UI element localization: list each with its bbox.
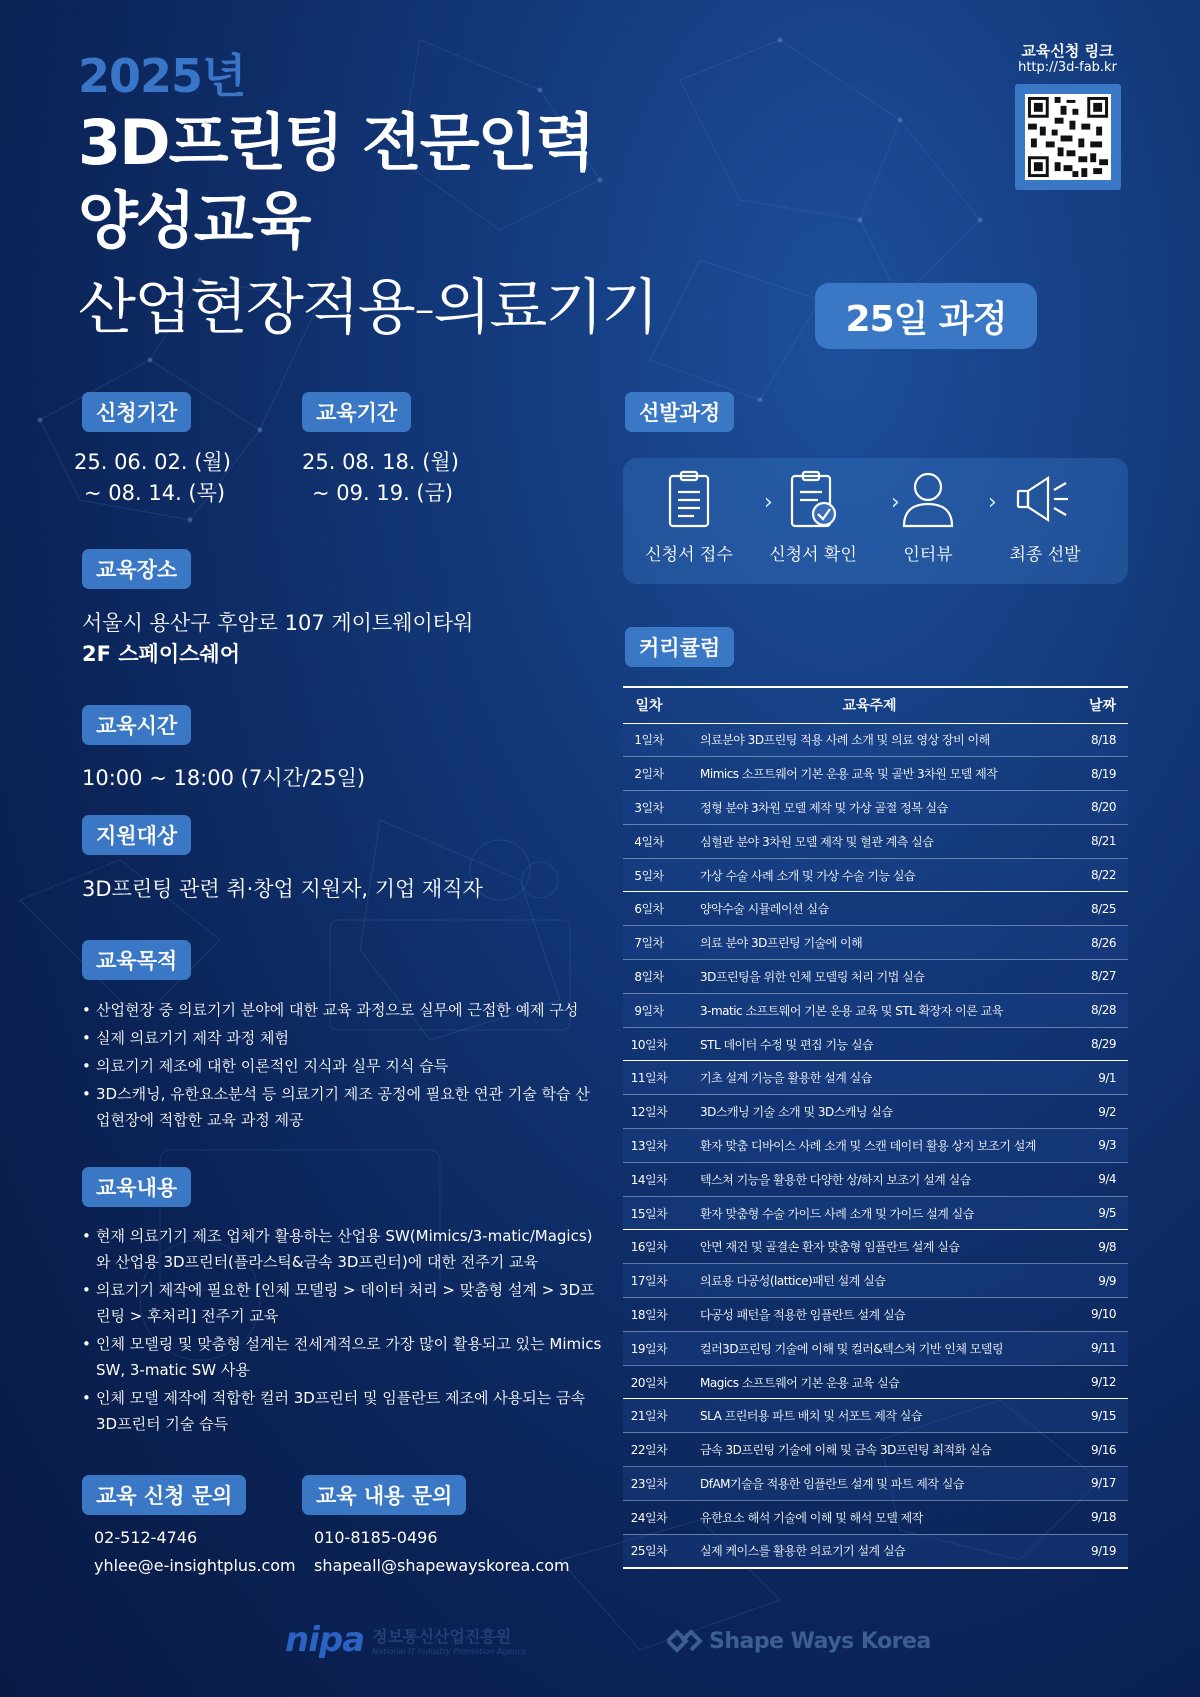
- curriculum-row: 11일차 기초 설계 기능을 활용한 설계 실습 9/1: [623, 1061, 1128, 1095]
- content-item: • 인체 모델링 및 맞춤형 설계는 전세계적으로 가장 많이 활용되고 있는 Mimics SW, 3-matic SW 사용: [82, 1331, 602, 1383]
- contact-apply-label: 교육 신청 문의: [82, 1475, 246, 1515]
- curriculum-row: 25일차 실제 케이스를 활용한 의료기기 설계 실습 9/19: [623, 1534, 1128, 1568]
- contact-apply-email[interactable]: yhlee@e-insightplus.com: [94, 1556, 296, 1575]
- curriculum-row: 5일차 가상 수술 사례 소개 및 가상 수술 기능 실습 8/22: [623, 858, 1128, 892]
- apply-period-label: 신청기간: [82, 392, 191, 432]
- curriculum-row: 23일차 DfAM기술을 적용한 임플란트 설계 및 파트 제작 실습 9/17: [623, 1467, 1128, 1501]
- curriculum-row: 22일차 금속 3D프린팅 기술에 이해 및 금속 3D프린팅 최적화 실습 9/16: [623, 1433, 1128, 1467]
- nipa-logo-text: [372, 1624, 526, 1656]
- purpose-list: [82, 997, 602, 1135]
- qr-code-icon: [1025, 94, 1111, 180]
- edu-period-start: 25. 08. 18. (월): [302, 450, 459, 474]
- content-list: [82, 1223, 602, 1439]
- qr-url[interactable]: http://3d-fab.kr: [1018, 60, 1117, 75]
- shapeways-logo-icon: [665, 1628, 703, 1654]
- curriculum-row: 17일차 의료용 다공성(lattice)패턴 설계 실습 9/9: [623, 1264, 1128, 1298]
- shapeways-logo: [665, 1628, 931, 1654]
- curriculum-row: 10일차 STL 데이터 수정 및 편집 기능 실습 8/29: [623, 1027, 1128, 1061]
- header-topic: 교육주제: [675, 687, 1064, 723]
- curriculum-row: 2일차 Mimics 소프트웨어 기본 운용 교육 및 골반 3차원 모델 제작 8/19: [623, 757, 1128, 791]
- selection-step-label: 인터뷰: [903, 545, 953, 565]
- header-date: 날짜: [1064, 687, 1128, 723]
- curriculum-row: 3일차 정형 분야 3차원 모델 제작 및 가상 골절 정복 실습 8/20: [623, 791, 1128, 825]
- curriculum-row: 9일차 3-matic 소프트웨어 기본 운용 교육 및 STL 확장자 이론 교육 8/28: [623, 993, 1128, 1027]
- hours-value: 10:00 ~ 18:00 (7시간/25일): [82, 766, 366, 790]
- curriculum-row: 13일차 환자 맞춤 디바이스 사례 소개 및 스캔 데이터 활용 상지 보조기 설계 9/3: [623, 1129, 1128, 1163]
- contact-content-label: 교육 내용 문의: [302, 1475, 466, 1515]
- selection-step: [753, 470, 873, 565]
- curriculum-row: 4일차 심혈관 분야 3차원 모델 제작 및 혈관 계측 실습 8/21: [623, 824, 1128, 858]
- shapeways-name: Shape Ways Korea: [709, 1628, 931, 1654]
- chevron-right-icon: ›: [764, 490, 773, 515]
- selection-step-label: 신청서 확인: [769, 545, 857, 565]
- curriculum-row: 20일차 Magics 소프트웨어 기본 운용 교육 실습 9/12: [623, 1365, 1128, 1399]
- selection-step-label: 최종 선발: [1009, 545, 1081, 565]
- contact-apply-phone[interactable]: 02-512-4746: [94, 1528, 198, 1547]
- nipa-logo-mark: nipa: [285, 1620, 365, 1660]
- content-label: 교육내용: [82, 1167, 191, 1207]
- contact-content-phone[interactable]: 010-8185-0496: [314, 1528, 438, 1547]
- hours-label: 교육시간: [82, 705, 191, 745]
- selection-step: [985, 470, 1105, 565]
- selection-steps: [623, 458, 1128, 584]
- course-length-badge: 25일 과정: [815, 283, 1037, 349]
- curriculum-row: 12일차 3D스캐닝 기술 소개 및 3D스캐닝 실습 9/2: [623, 1095, 1128, 1129]
- target-value: 3D프린팅 관련 취·창업 지원자, 기업 재직자: [82, 877, 483, 901]
- person-icon: [900, 470, 956, 528]
- curriculum-table: [623, 686, 1128, 1569]
- chevron-right-icon: ›: [988, 490, 997, 515]
- purpose-item: • 실제 의료기기 제작 과정 체험: [82, 1025, 602, 1051]
- curriculum-header-row: [623, 687, 1128, 723]
- venue-floor: 2F 스페이스쉐어: [82, 642, 240, 666]
- selection-step: [629, 470, 749, 565]
- purpose-item: • 3D스캐닝, 유한요소분석 등 의료기기 제조 공정에 필요한 연관 기술 학습 산업현장에 적합한 교육 과정 제공: [82, 1081, 602, 1133]
- apply-period-start: 25. 06. 02. (월): [74, 450, 231, 474]
- qr-code[interactable]: [1015, 84, 1121, 190]
- main-title-line1: 3D프린팅 전문인력: [78, 106, 594, 179]
- chevron-right-icon: ›: [891, 490, 900, 515]
- edu-period-end: ~ 09. 19. (금): [312, 481, 454, 505]
- qr-label: 교육신청 링크: [1021, 42, 1114, 60]
- subtitle: 산업현장적용-의료기기: [78, 273, 658, 343]
- curriculum-row: 16일차 안면 재건 및 골결손 환자 맞춤형 임플란트 설계 실습 9/8: [623, 1230, 1128, 1264]
- curriculum-row: 19일차 컬러3D프린팅 기술에 이해 및 컬러&텍스쳐 기반 인체 모델링 9/11: [623, 1331, 1128, 1365]
- clipboard-icon: [666, 470, 712, 528]
- header-day: 일차: [623, 687, 675, 723]
- edu-period-label: 교육기간: [302, 392, 411, 432]
- nipa-logo: [285, 1620, 527, 1660]
- nipa-name: 정보통신산업진흥원: [372, 1627, 512, 1646]
- curriculum-row: 24일차 유한요소 해석 기술에 이해 및 해석 모델 제작 9/18: [623, 1500, 1128, 1534]
- apply-period-end: ~ 08. 14. (목): [84, 481, 226, 505]
- purpose-item: • 의료기기 제조에 대한 이론적인 지식과 실무 지식 습득: [82, 1053, 602, 1079]
- curriculum-row: 15일차 환자 맞춤형 수술 가이드 사례 소개 및 가이드 설계 실습 9/5: [623, 1196, 1128, 1230]
- clipboard-check-icon: [788, 470, 838, 528]
- selection-label: 선발과정: [625, 392, 734, 432]
- content-item: • 의료기기 제작에 필요한 [인체 모델링 > 데이터 처리 > 맞춤형 설계 > 3D프린팅 > 후처리] 전주기 교육: [82, 1277, 602, 1329]
- megaphone-icon: [1014, 470, 1076, 528]
- curriculum-row: 21일차 SLA 프린터용 파트 배치 및 서포트 제작 실습 9/15: [623, 1399, 1128, 1433]
- target-label: 지원대상: [82, 815, 191, 855]
- main-title-line2: 양성교육: [78, 184, 310, 257]
- venue-address: 서울시 용산구 후암로 107 게이트웨이타워: [82, 611, 474, 635]
- selection-step-label: 신청서 접수: [645, 545, 733, 565]
- selection-step: [868, 470, 988, 565]
- purpose-item: • 산업현장 중 의료기기 분야에 대한 교육 과정으로 실무에 근접한 예제 구성: [82, 997, 602, 1023]
- purpose-label: 교육목적: [82, 940, 191, 980]
- curriculum-row: 6일차 양악수술 시뮬레이션 실습 8/25: [623, 892, 1128, 926]
- venue-label: 교육장소: [82, 549, 191, 589]
- curriculum-row: 1일차 의료분야 3D프린팅 적용 사례 소개 및 의료 영상 장비 이해 8/18: [623, 723, 1128, 757]
- curriculum-row: 14일차 텍스쳐 기능을 활용한 다양한 상/하지 보조기 설계 실습 9/4: [623, 1162, 1128, 1196]
- nipa-name-en: National IT Industry Promotion Agency: [372, 1647, 527, 1656]
- curriculum-row: 7일차 의료 분야 3D프린팅 기술에 이해 8/26: [623, 926, 1128, 960]
- content-item: • 인체 모델 제작에 적합한 컬러 3D프린터 및 임플란트 제조에 사용되는 금속 3D프린터 기술 습득: [82, 1385, 602, 1437]
- year-heading: 2025년: [78, 49, 246, 103]
- curriculum-row: 18일차 다공성 패턴을 적용한 임플란트 설계 실습 9/10: [623, 1298, 1128, 1332]
- curriculum-label: 커리큘럼: [625, 627, 734, 667]
- contact-content-email[interactable]: shapeall@shapewayskorea.com: [314, 1556, 570, 1575]
- curriculum-row: 8일차 3D프린팅을 위한 인체 모델링 처리 기법 실습 8/27: [623, 960, 1128, 994]
- content-item: • 현재 의료기기 제조 업체가 활용하는 산업용 SW(Mimics/3-matic/Magics)와 산업용 3D프린터(플라스틱&금속 3D프린터)에 대한 전주기 교육: [82, 1223, 602, 1275]
